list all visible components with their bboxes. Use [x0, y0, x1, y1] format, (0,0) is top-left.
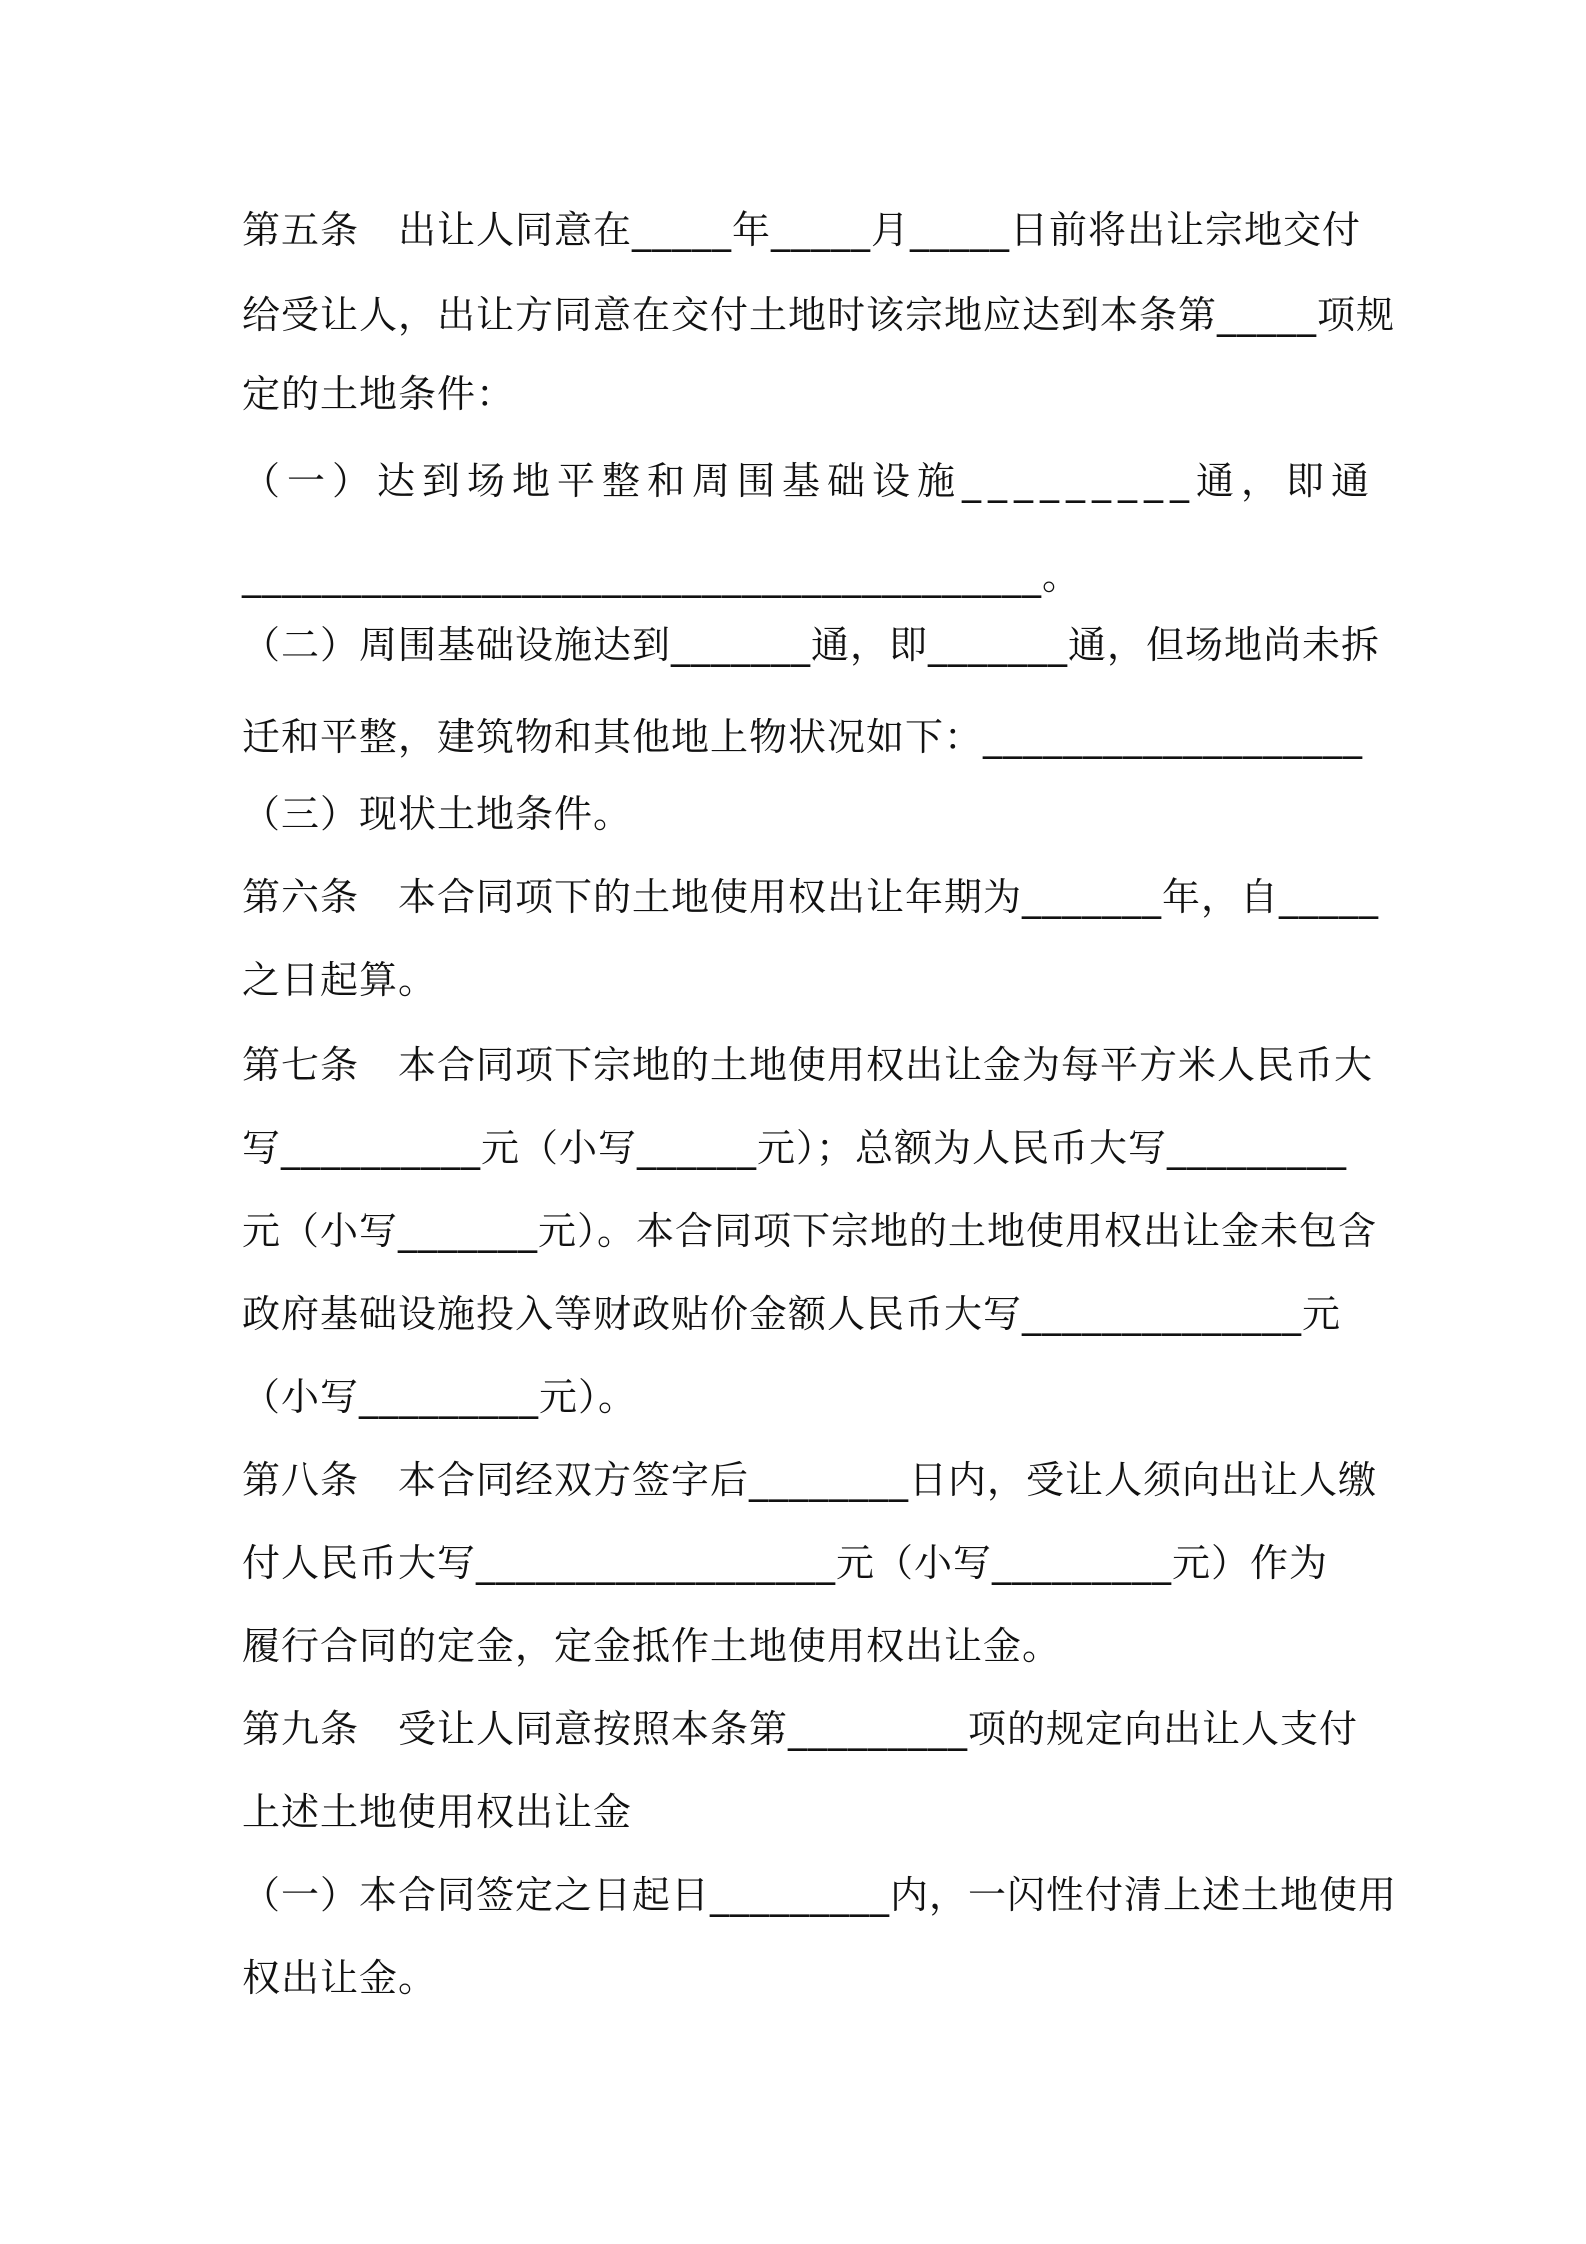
article-9-item-1-line-1: （一）本合同签定之日起日_________内，一闪性付清上述土地使用 [242, 1873, 1398, 1917]
article-6-line-1: 第六条 本合同项下的土地使用权出让年期为_______年，自_____ [242, 875, 1380, 919]
article-9-line-2: 上述土地使用权出让金 [242, 1790, 633, 1834]
article-5-line-1: 第五条 出让人同意在_____年_____月_____日前将出让宗地交付 [242, 208, 1362, 252]
article-7-line-1: 第七条 本合同项下宗地的土地使用权出让金为每平方米人民币大 [242, 1043, 1374, 1087]
article-8-line-2: 付人民币大写__________________元（小写_________元）作为 [242, 1541, 1329, 1585]
article-5-item-1-line-1: （一）达到场地平整和周围基础设施_________通，即通 [242, 459, 1377, 503]
article-5-line-3: 定的土地条件： [242, 372, 516, 416]
article-9-item-1-line-2: 权出让金。 [242, 1956, 438, 2000]
article-6-line-2: 之日起算。 [242, 958, 438, 1002]
article-8-line-3: 履行合同的定金，定金抵作土地使用权出让金。 [242, 1624, 1062, 1668]
article-5-item-1-line-2: ________________________________________。 [242, 554, 1082, 598]
article-9-line-1: 第九条 受让人同意按照本条第_________项的规定向出让人支付 [242, 1707, 1359, 1751]
article-7-line-2: 写__________元（小写______元）；总额为人民币大写_________ [242, 1126, 1348, 1170]
article-5-item-3: （三）现状土地条件。 [242, 792, 633, 836]
article-7-line-5: （小写_________元）。 [242, 1375, 638, 1419]
article-5-item-2-line-2: 迁和平整，建筑物和其他地上物状况如下：___________________ [242, 715, 1364, 759]
article-8-line-1: 第八条 本合同经双方签字后________日内，受让人须向出让人缴 [242, 1458, 1378, 1502]
article-5-line-2: 给受让人，出让方同意在交付土地时该宗地应达到本条第_____项规 [242, 293, 1396, 337]
article-7-line-3: 元（小写_______元）。本合同项下宗地的土地使用权出让金未包含 [242, 1209, 1378, 1253]
article-5-item-2-line-1: （二）周围基础设施达到_______通，即_______通，但场地尚未拆 [242, 623, 1381, 667]
article-7-line-4: 政府基础设施投入等财政贴价金额人民币大写______________元 [242, 1292, 1342, 1336]
